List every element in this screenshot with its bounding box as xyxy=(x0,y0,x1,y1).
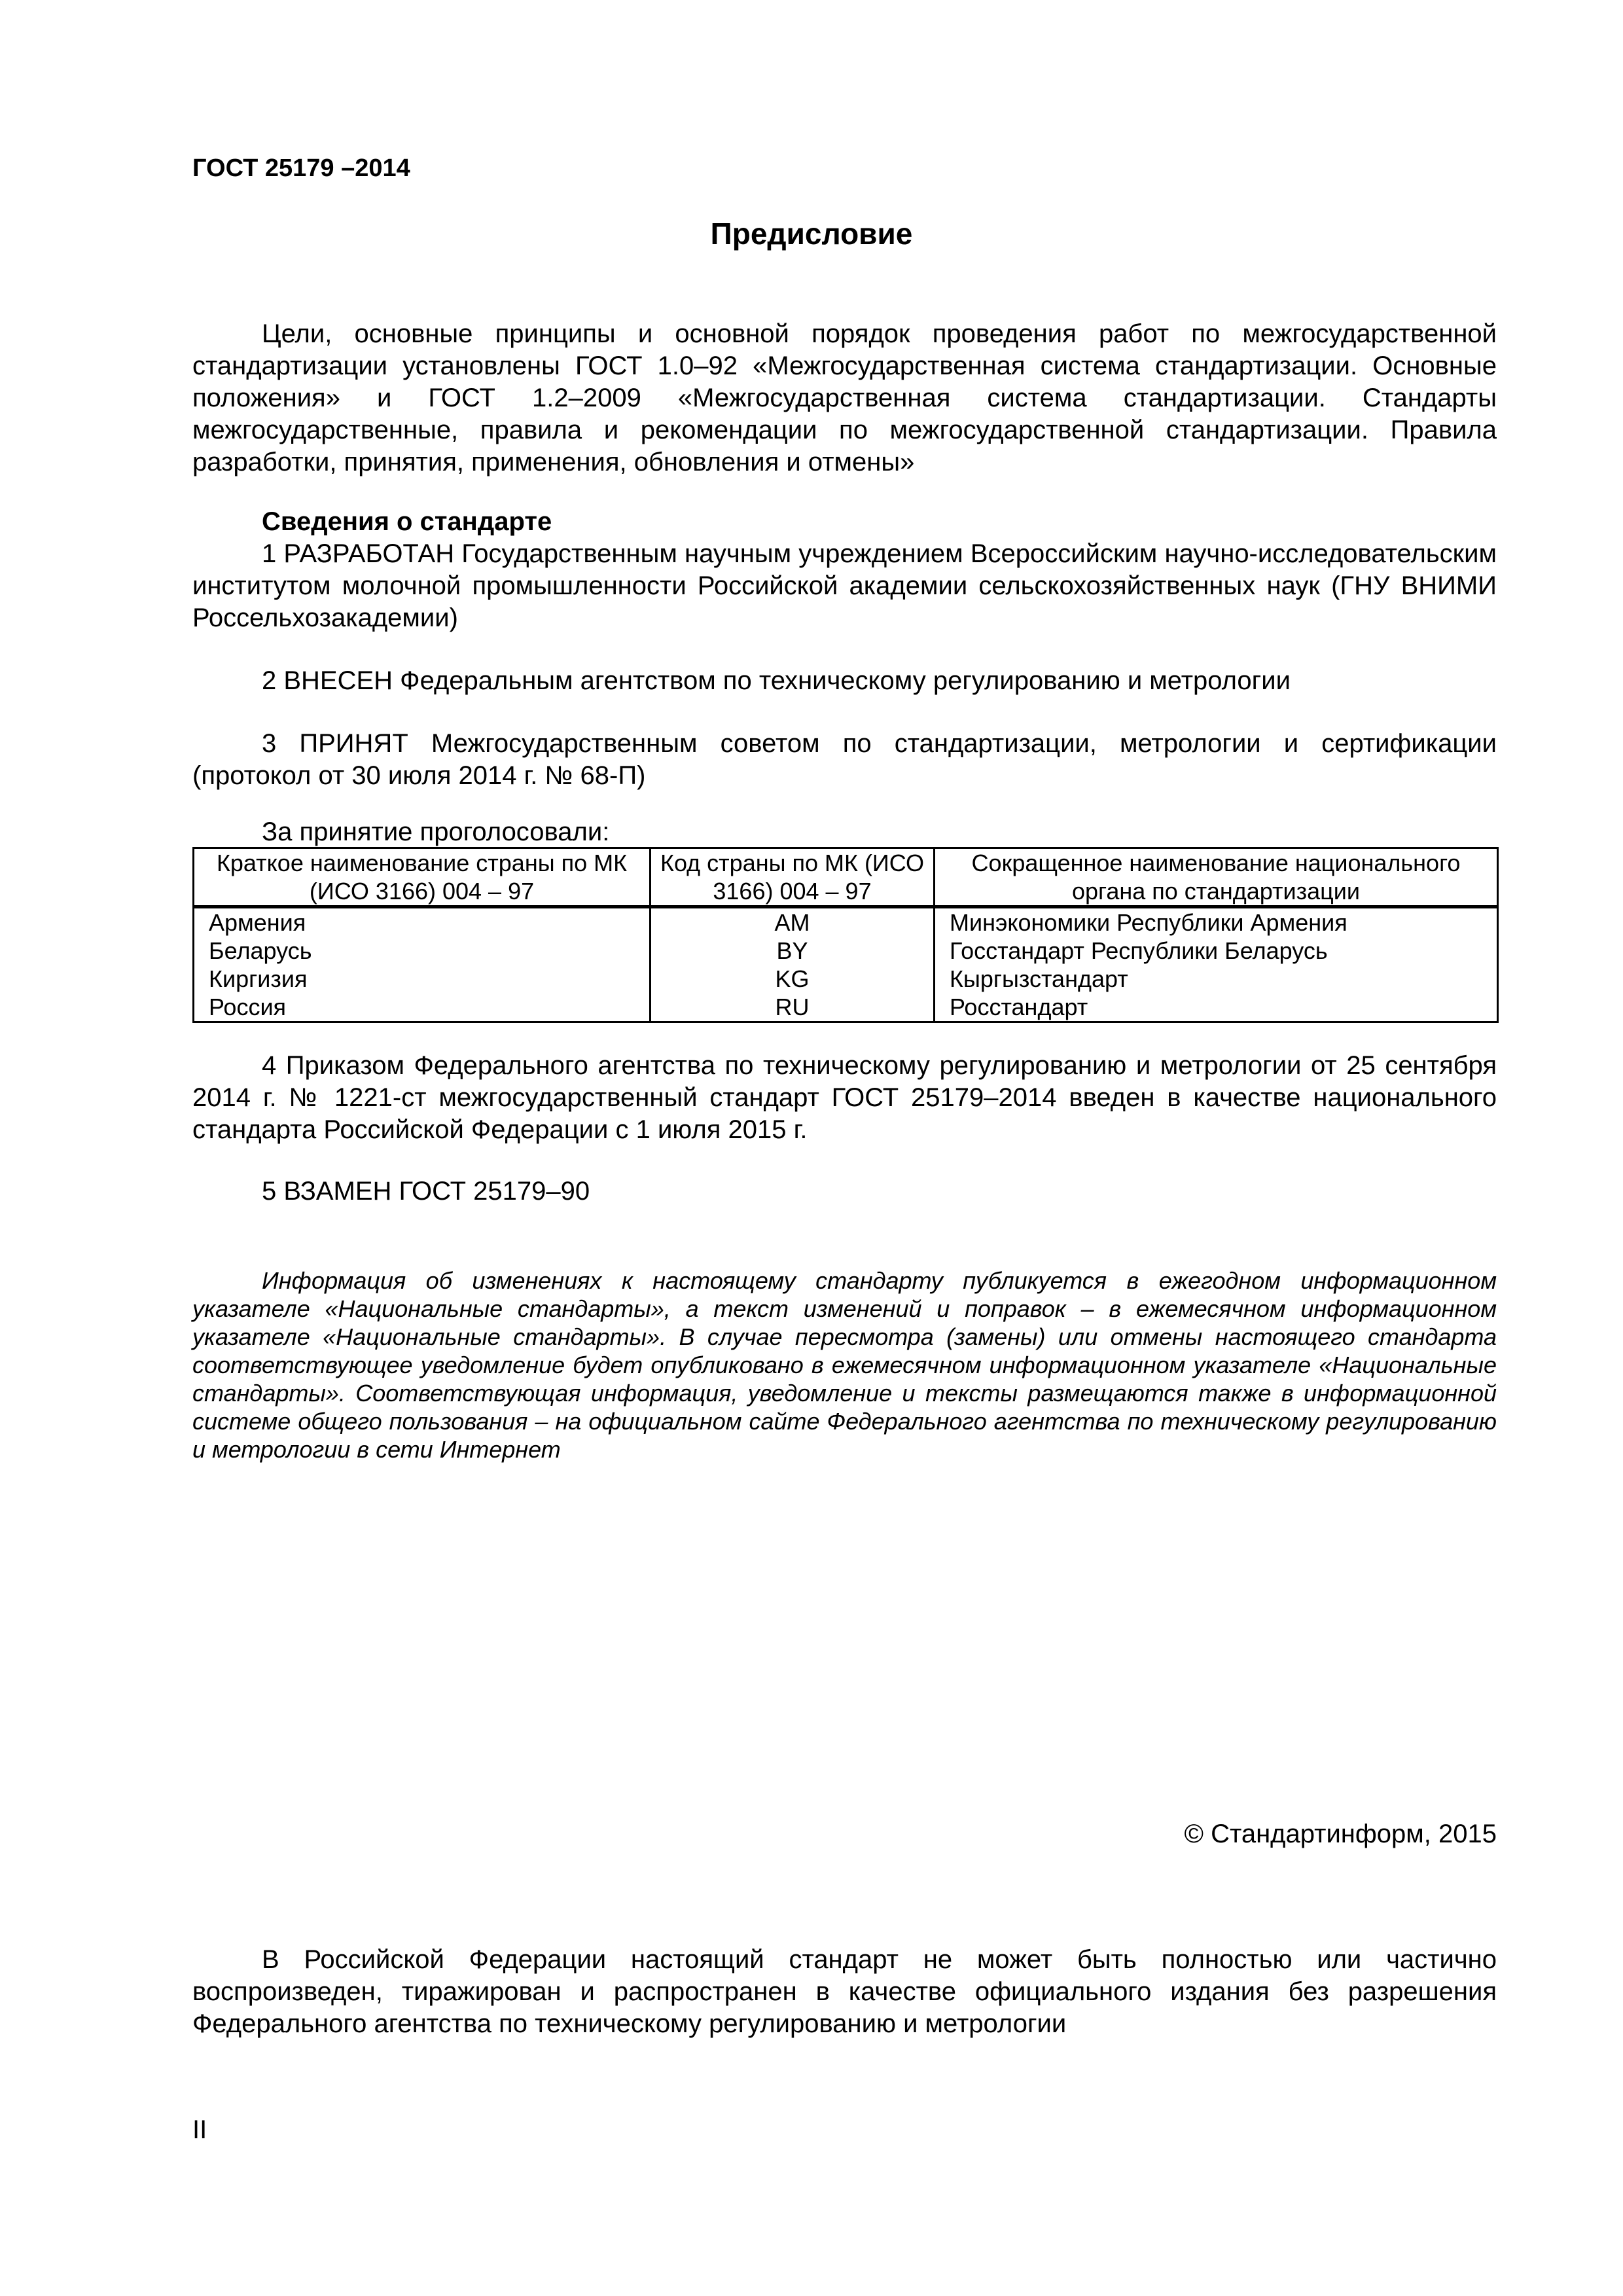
cell-country: Киргизия xyxy=(194,965,651,993)
item-replaces: 5 ВЗАМЕН ГОСТ 25179–90 xyxy=(262,1177,590,1206)
item-introduced: 2 ВНЕСЕН Федеральным агентством по техническому регулированию и метрологии xyxy=(262,666,1291,695)
cell-body: Кыргызстандарт xyxy=(935,965,1498,993)
header-national-body: Сокращенное наименование национального органа по стандартизации xyxy=(935,848,1498,907)
item-order: 4 Приказом Федерального агентства по техническому регулированию и метрологии от 25 сентября 2014 г. № 1221-ст межгосударственный стандарт ГОСТ 25179–2014 введен в качестве национального стандарта Российской Федерации с 1 июля 2015 г. xyxy=(192,1051,1497,1144)
intro-paragraph: Цели, основные принципы и основной порядок проведения работ по межгосударственной стандартизации установлены ГОСТ 1.0–92 «Межгосударственная система стандартизации. Основные положения» и ГОСТ 1.2–2009 «Межгосударственная система стандартизации. Стандарты межгосударственные, правила и рекомендации по межгосударственной стандартизации. Правила разработки, принятия, применения, обновления и отмены» xyxy=(192,319,1497,476)
cell-code: KG xyxy=(651,965,935,993)
table-row xyxy=(194,907,1498,937)
table-row xyxy=(194,965,1498,993)
cell-country: Беларусь xyxy=(194,937,651,965)
header-country-name: Краткое наименование страны по МК (ИСО 3166) 004 – 97 xyxy=(194,848,651,907)
table-row xyxy=(194,937,1498,965)
cell-body: Госстандарт Республики Беларусь xyxy=(935,937,1498,965)
cell-body: Минэкономики Республики Армения xyxy=(935,907,1498,937)
table-header-row xyxy=(194,848,1498,907)
cell-code: RU xyxy=(651,993,935,1022)
notice-paragraph: Информация об изменениях к настоящему стандарту публикуется в ежегодном информационном указателе «Национальные стандарты», а текст изменений и поправок – в ежемесячном информационном указателе «Национальные стандарты». В случае пересмотра (замены) или отмены настоящего стандарта соответствующее уведомление будет опубликовано в ежемесячном информационном указателе «Национальные стандарты». Соответствующая информация, уведомление и тексты размещаются также в информационной системе общего пользования – на официальном сайте Федерального агентства по техническому регулированию и метрологии в сети Интернет xyxy=(192,1267,1497,1463)
cell-body: Росстандарт xyxy=(935,993,1498,1022)
item-adopted: 3 ПРИНЯТ Межгосударственным советом по стандартизации, метрологии и сертификации (протокол от 30 июля 2014 г. № 68-П) xyxy=(192,729,1497,790)
copyright-line: © Стандартинформ, 2015 xyxy=(1184,1820,1497,1848)
info-heading: Сведения о стандарте xyxy=(262,507,552,536)
restriction-paragraph: В Российской Федерации настоящий стандарт не может быть полностью или частично воспроизведен, тиражирован и распространен в качестве официального издания без разрешения Федерального агентства по техническому регулированию и метрологии xyxy=(192,1945,1497,2038)
table-row xyxy=(194,993,1498,1022)
header-country-code: Код страны по МК (ИСО 3166) 004 – 97 xyxy=(651,848,935,907)
cell-country: Армения xyxy=(194,907,651,937)
cell-code: AM xyxy=(651,907,935,937)
cell-country: Россия xyxy=(194,993,651,1022)
voting-table xyxy=(192,847,1499,1023)
page-title: Предисловие xyxy=(710,217,913,251)
cell-code: BY xyxy=(651,937,935,965)
standard-code-header: ГОСТ 25179 –2014 xyxy=(192,154,410,182)
page-number: II xyxy=(192,2115,207,2144)
voted-label: За принятие проголосовали: xyxy=(262,817,610,846)
item-developed: 1 РАЗРАБОТАН Государственным научным учреждением Всероссийским научно-исследовательским институтом молочной промышленности Российской академии сельскохозяйственных наук (ГНУ ВНИМИ Россельхозакадемии) xyxy=(192,539,1497,632)
